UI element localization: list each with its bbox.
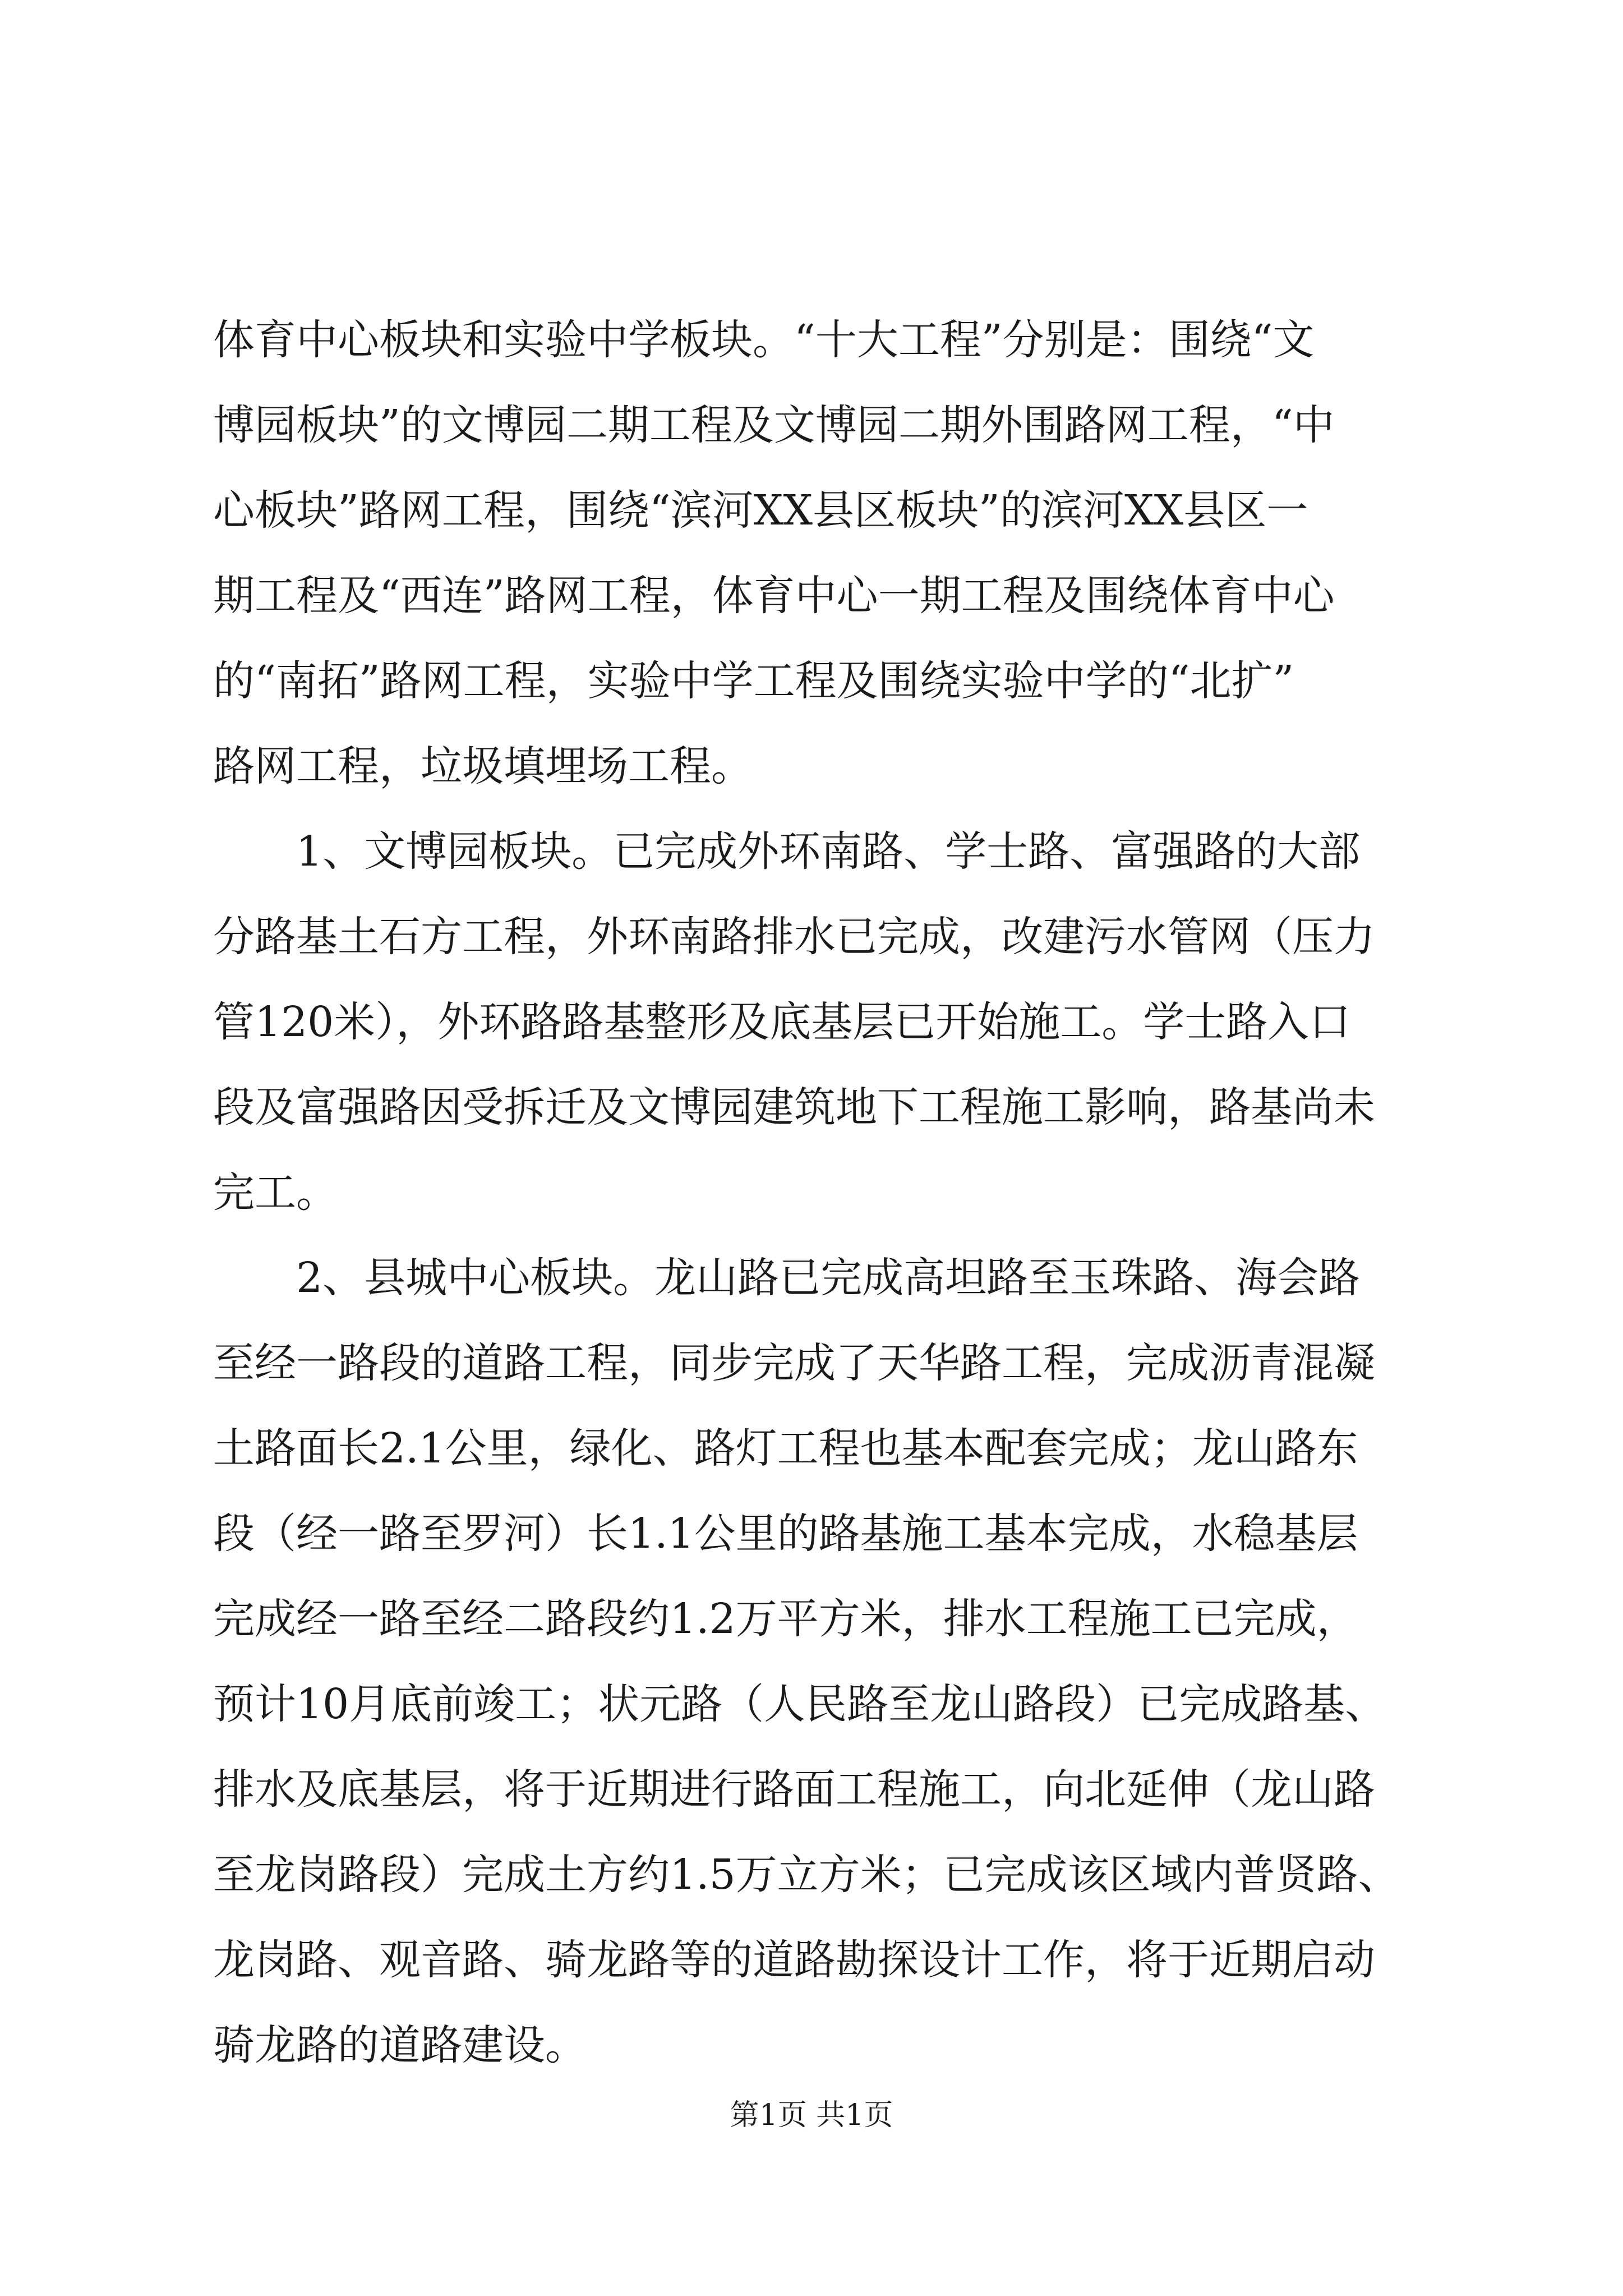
text-line: 至龙岗路段）完成土方约1.5万立方米；已完成该区域内普贤路、 (213, 1851, 1400, 1899)
text-line: 完成经一路至经二路段约1.2万平方米，排水工程施工已完成， (213, 1595, 1358, 1643)
text-line: 段及富强路因受拆迁及文博园建筑地下工程施工影响，路基尚未 (213, 1083, 1375, 1131)
text-line: 1、文博园板块。已完成外环南路、学士路、富强路的大部 (213, 827, 1361, 876)
text-line: 至经一路段的道路工程，同步完成了天华路工程，完成沥青混凝 (213, 1339, 1375, 1387)
text-line: 土路面长2.1公里，绿化、路灯工程也基本配套完成；龙山路东 (213, 1424, 1358, 1473)
text-line: 路网工程，垃圾填埋场工程。 (213, 742, 753, 790)
text-line: 段（经一路至罗河）长1.1公里的路基施工基本完成，水稳基层 (213, 1510, 1358, 1558)
text-line: 期工程及“西连”路网工程，体育中心一期工程及围绕体育中心 (213, 572, 1335, 620)
text-line: 管120米），外环路路基整形及底基层已开始施工。学士路入口 (213, 998, 1351, 1046)
text-line: 2、县城中心板块。龙山路已完成高坦路至玉珠路、海会路 (213, 1254, 1361, 1302)
text-line: 心板块”路网工程，围绕“滨河XX县区板块”的滨河XX县区一 (213, 486, 1308, 535)
text-line: 骑龙路的道路建设。 (213, 2021, 587, 2069)
text-line: 龙岗路、观音路、骑龙路等的道路勘探设计工作，将于近期启动 (213, 1936, 1375, 1984)
text-line: 排水及底基层，将于近期进行路面工程施工，向北延伸（龙山路 (213, 1765, 1375, 1814)
text-line: 的“南拓”路网工程，实验中学工程及围绕实验中学的“北扩” (213, 657, 1294, 705)
text-line: 体育中心板块和实验中学板块。“十大工程”分别是：围绕“文 (213, 316, 1315, 364)
text-line: 博园板块”的文博园二期工程及文博园二期外围路网工程，“中 (213, 401, 1335, 449)
document-body (213, 297, 1413, 2088)
text-line: 完工。 (213, 1168, 338, 1217)
text-line: 分路基土石方工程，外环南路排水已完成，改建污水管网（压力 (213, 913, 1375, 961)
page-footer: 第1页 共1页 (730, 2099, 893, 2132)
text-line: 预计10月底前竣工；状元路（人民路至龙山路段）已完成路基、 (213, 1680, 1387, 1728)
